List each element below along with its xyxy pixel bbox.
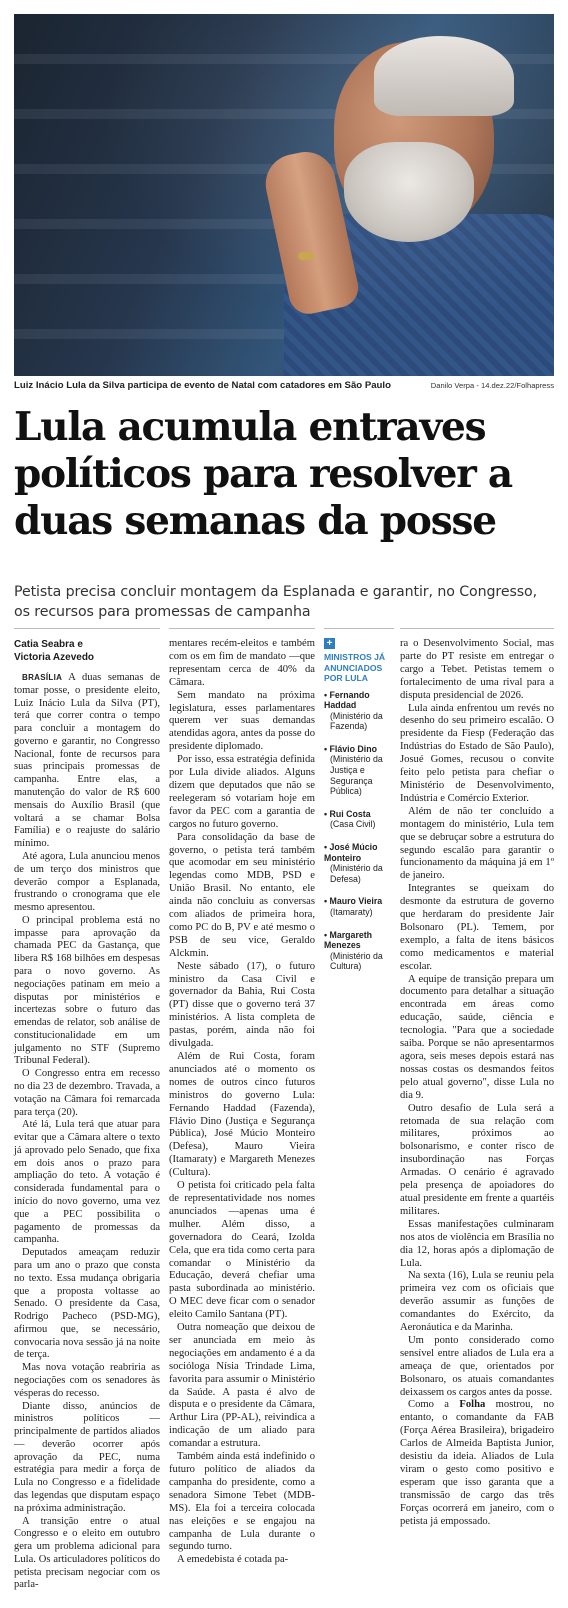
list-item: • Flávio Dino (Ministério da Justiça e Segurança Pública) xyxy=(324,744,394,797)
paragraph: A transição entre o atual Congresso e o eleito em outubro gera um problema adicional para Lula. Os articuladores políticos do petista precisam negociar com os parla- xyxy=(14,1515,160,1591)
paragraph: Na sexta (16), Lula se reuniu pela primeira vez com os oficiais que deverão assumir as funções de comandantes do Exército, da Aeronáutica e da Marinha. xyxy=(400,1270,554,1334)
paragraph: Além de não ter concluído a montagem do ministério, Lula tem que se debruçar sobre a estrutura do segundo escalão para garantir o funcionamento da máquina já em 1º de janeiro. xyxy=(400,805,554,882)
paragraph: Para consolidação da base de governo, o petista terá também que acomodar em seu ministério legendas como MDB, PSD e União Brasil. No entanto, ele ainda não concluiu as conversas com aliados de primeira hora, como PC do B, PV e até mesmo o PSB de seu vice, Geraldo Alckmin. xyxy=(169,831,315,959)
sidebar-title: MINISTROS JÁ ANUNCIADOS POR LULA xyxy=(324,652,386,683)
paragraph: Deputados ameaçam reduzir para um ano o prazo que consta no texto. Essa mudança obrigaria que a proposta voltasse ao Senado. O presidente da Casa, Rodrigo Pacheco (PSD-MG), afirmou que, se necessário, convocaria nova sessão já na noite de terça. xyxy=(14,1247,160,1361)
article-column-3 xyxy=(400,638,554,1529)
divider xyxy=(14,628,160,629)
list-item: • Rui Costa (Casa Civil) xyxy=(324,809,394,830)
plus-icon: + xyxy=(324,638,335,649)
paragraph: Outro desafio de Lula será a retomada de sua relação com militares, próximos ao bolsonarismo, e conter risco de insubordinação nas Forças Armadas. O cenário é agravado pela presença de apoiadores do atual presidente em frente a quartéis militares. xyxy=(400,1102,554,1217)
news-photo xyxy=(14,14,554,376)
divider xyxy=(169,628,315,629)
article-column-1 xyxy=(14,638,160,1592)
paragraph: Sem mandato na próxima legislatura, esses parlamentares querem ver suas demandas atendidas agora, antes da posse do presidente diplomado. xyxy=(169,689,315,753)
list-item: • Fernando Haddad (Ministério da Fazenda) xyxy=(324,690,394,732)
paragraph: Também ainda está indefinido o futuro político de aliados da campanha do presidente, como a senadora Simone Tebet (MDB-MS). Ela foi a terceira colocada nas eleições e se engajou na campanha de Lula durante o segundo turno. xyxy=(169,1451,315,1553)
paragraph: Diante disso, anúncios de ministros políticos —principalmente de partidos aliados— deverão ocorrer após aprovação da PEC, numa estratégia para medir a força de Lula no Congresso e a fidelidade das legendas que disputam espaço na próxima administração. xyxy=(14,1400,160,1514)
paragraph: Mas nova votação reabriria as negociações com os senadores às vésperas do recesso. xyxy=(14,1362,160,1399)
ministers-list xyxy=(324,690,394,972)
paragraph: Até lá, Lula terá que atuar para evitar que a Câmara altere o texto já aprovado pelo Senado, que fixa em dois anos o prazo para ampliação do teto. A votação é considerada fundamental para o início do novo governo, uma vez que a PEC possibilita o pagamento de promessas da campanha. xyxy=(14,1119,160,1246)
byline: Catia Seabra e Victoria Azevedo xyxy=(14,639,95,663)
paragraph: Essas manifestações culminaram nos atos de violência em Brasília no dia 12, horas após a diplomação de Lula. xyxy=(400,1218,554,1269)
paragraph: Além de Rui Costa, foram anunciados até o momento os nomes de outros cinco futuros ministros do governo Lula: Fernando Haddad (Fazenda), Flávio Dino (Justiça e Segurança Pública), José Múcio Monteiro (Defesa), Mauro Vieira (Itamaraty) e Margareth Menezes (Cultura). xyxy=(169,1051,315,1179)
paragraph: Por isso, essa estratégia definida por Lula divide aliados. Alguns dizem que deputados que não se reelegeram só votariam hoje em favor da PEC com a garantia de cargos no futuro governo. xyxy=(169,754,315,830)
list-item: • Mauro Vieira (Itamaraty) xyxy=(324,896,394,917)
paragraph: BRASÍLIA A duas semanas de tomar posse, o presidente eleito, Luiz Inácio Lula da Silva (PT), terá que correr contra o tempo para concluir a montagem do governo e garantir, no Congresso Nacional, fonte de recursos para suas principais promessas de campanha. Entre elas, a manutenção do valor de R$ 600 mensais do Auxílio Brasil (que voltará a se chamar Bolsa Família) e o reajuste do salário mínimo. xyxy=(14,672,161,850)
paragraph: A equipe de transição prepara um documento para detalhar a situação encontrada em áreas como educação, saúde, ciência e tecnologia. "Para que a sociedade saiba. Porque se não apresentarmos agora, seis meses depois estará nas nossas costas os desmandos feitos pelo atual governo", disse Lula no dia 9. xyxy=(400,973,554,1101)
photo-caption xyxy=(14,380,554,394)
ministers-sidebar xyxy=(324,638,394,984)
paragraph: mentares recém-eleitos e também com os em fim de mandato —que representam cerca de 40% da Câmara. xyxy=(169,638,315,688)
paragraph: Lula ainda enfrentou um revés no desenho do seu primeiro escalão. O presidente da Fiesp (Federação das Indústrias do Estado de São Paulo), Josué Gomes, recusou o convite feito pelo petista para chefiar o Ministério de Desenvolvimento, Indústria e Comércio Exterior. xyxy=(400,702,554,804)
paragraph: Como a Folha mostrou, no entanto, o comandante da FAB (Força Aérea Brasileira), brigadeiro Carlos de Almeida Baptista Junior, desistiu da ideia. Aliados de Lula viram o gesto como positivo e esperam que isso garanta que a transmissão de cargo das três Forças ocorrerá em janeiro, com o petista já empossado. xyxy=(400,1399,555,1527)
paragraph: O Congresso entra em recesso no dia 23 de dezembro. Travada, a votação na Câmara foi remarcada para terça (20). xyxy=(14,1068,160,1118)
list-item: • José Múcio Monteiro (Ministério da Defesa) xyxy=(324,842,394,884)
headline: Lula acumula entraves políticos para resolver a duas semanas da posse xyxy=(14,404,512,544)
divider xyxy=(324,628,394,629)
subheadline: Petista precisa concluir montagem da Esplanada e garantir, no Congresso, os recursos para promessas de campanha xyxy=(14,584,538,620)
paragraph: Neste sábado (17), o futuro ministro da Casa Civil e governador da Bahia, Rui Costa (PT) disse que o governo terá 37 ministérios. A lista completa de pastas, porém, ainda não foi divulgada. xyxy=(169,960,315,1050)
paragraph: O petista foi criticado pela falta de representatividade nos nomes anunciados —apenas uma é mulher. Além disso, a governadora do Ceará, Izolda Cela, que era tida como certa para comandar o Ministério da Educação, deverá chefiar uma pasta subordinada ao ministério. O MEC deve ficar com o senador eleito Camilo Santana (PT). xyxy=(169,1180,315,1321)
photo-credit: Danilo Verpa - 14.dez.22/Folhapress xyxy=(430,381,554,390)
article-column-2 xyxy=(169,638,315,1567)
paragraph: ra o Desenvolvimento Social, mas parte do PT resiste em entregar o cargo a Tebet. Petistas temem o fortalecimento de uma rival para a disputa presidencial de 2026. xyxy=(400,638,554,701)
caption-text: Luiz Inácio Lula da Silva participa de evento de Natal com catadores em São Paulo xyxy=(14,380,391,391)
paragraph: Integrantes se queixam do desmonte da estrutura de governo que herdaram do presidente Jair Bolsonaro (PL). Temem, por exemplo, a falta de itens básicos como medicamentos e material escolar. xyxy=(400,883,554,972)
paragraph: Outra nomeação que deixou de ser anunciada em meio às negociações em andamento é a da socióloga Nísia Trindade Lima, favorita para assumir o Ministério da Saúde. A pasta é alvo de disputa e o presidente da Câmara, Arthur Lira (PP-AL), reivindica a indicação de um aliado para comandar a estrutura. xyxy=(169,1322,315,1450)
paragraph: A emedebista é cotada pa- xyxy=(177,1554,289,1566)
divider xyxy=(400,628,554,629)
dateline: BRASÍLIA xyxy=(22,673,63,682)
paragraph: Até agora, Lula anunciou menos de um terço dos ministros que deverão compor a Esplanada, frustrando o cronograma que ele mesmo apresentou. xyxy=(14,850,160,914)
newspaper-name: Folha xyxy=(459,1399,486,1411)
list-item: • Margareth Menezes (Ministério da Cultura) xyxy=(324,930,394,972)
paragraph: Um ponto considerado como sensível entre aliados de Lula era a ameaça de que, orientados por Bolsonaro, os atuais comandantes deixassem os cargos antes da posse. xyxy=(400,1334,554,1398)
paragraph: O principal problema está no impasse para aprovação da chamada PEC da Gastança, que libera R$ 168 bilhões em despesas para o novo governo. As negociações patinam em meio a disputas por ministérios e incertezas sobre o futuro das emendas de relator, sob análise de constitucionalidade em um julgamento no STF (Supremo Tribunal Federal). xyxy=(14,914,160,1067)
